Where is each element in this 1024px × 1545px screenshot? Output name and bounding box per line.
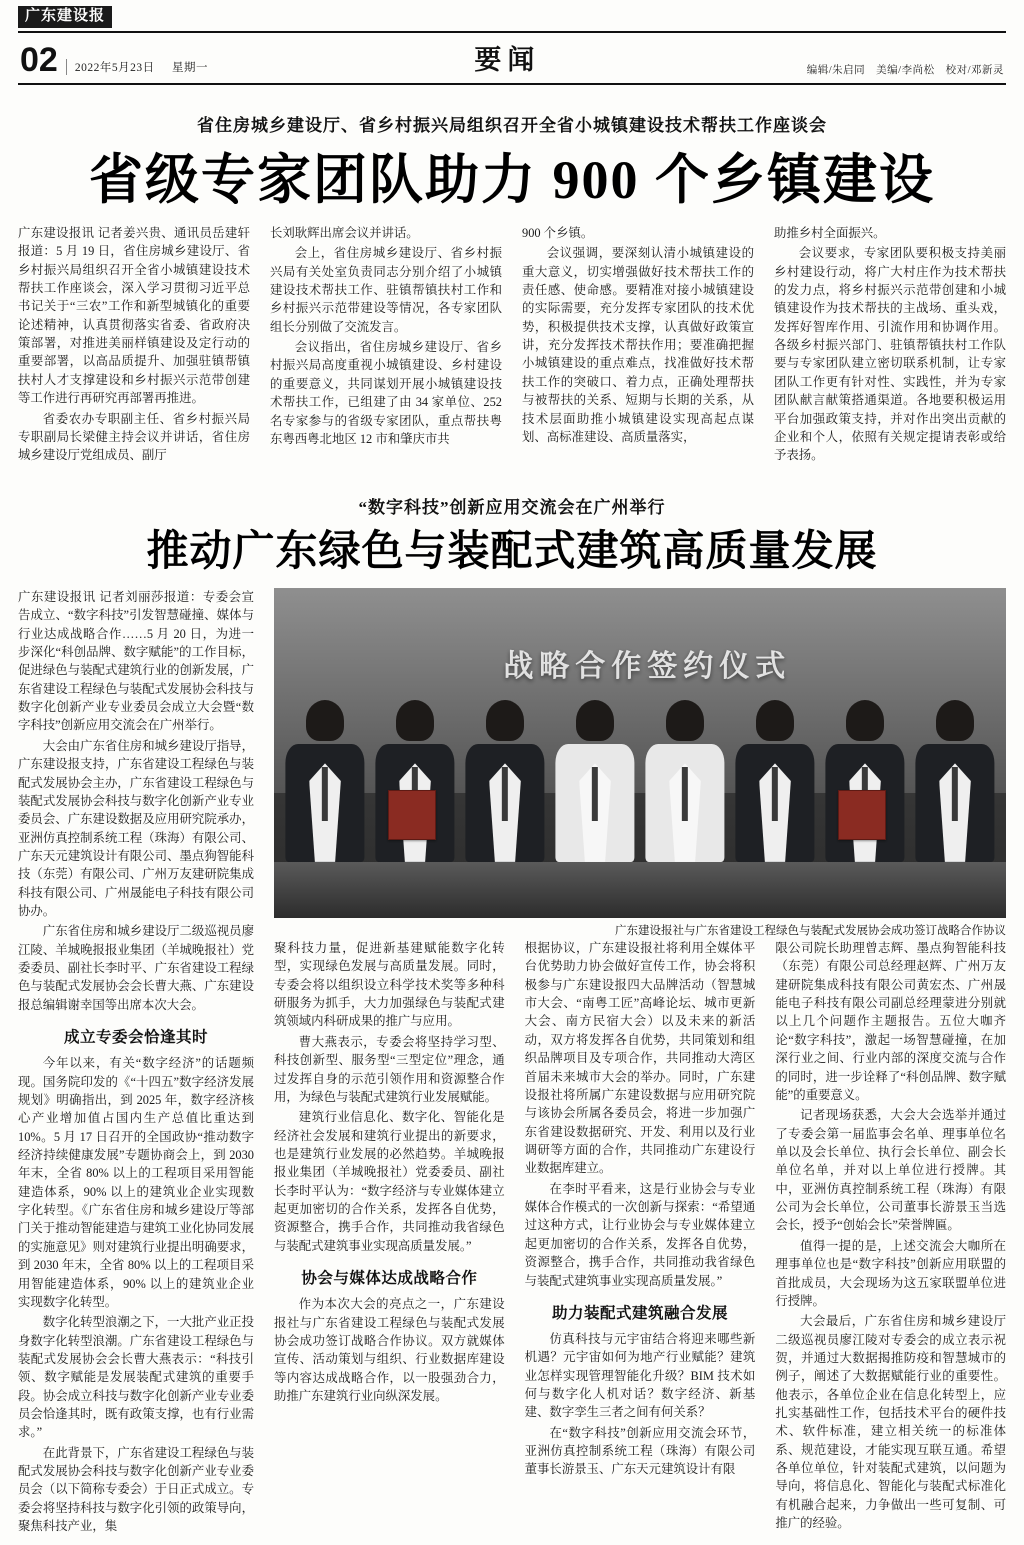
section-title: 要闻 [474, 44, 541, 75]
paragraph: 会议要求，专家团队要积极支持美丽乡村建设行动，将广大村庄作为技术帮扶的发力点，将乡村振兴示范带创建和小城镇建设作为技术帮扶的主战场、重头戏，发挥好智库作用、引流作用和协调作用。各级乡村振兴部门、驻镇帮镇扶村工作队要与专家团队建立密切联系机制，让专家团队工作更有针对性、实践性，并为专家团队献言献策搭通渠道。各地要积极运用平台加强政策支持，并对作出突出贡献的企业和个人，依照有关规定提请表彰或给予表扬。 [774, 246, 1006, 463]
paragraph: 广东建设报讯 记者姜兴贵、通讯员岳建轩报道：5 月 19 日，省住房城乡建设厅、省乡村振兴局组织召开全省小城镇建设技术帮扶工作座谈会，深入学习贯彻习近平总书记关于“三农”工作和新型城镇化的重要论述精神，认真贯彻落实省委、省政府决策部署，对推进美丽样镇建设及定行动的重要部署，以高品质提升、加强驻镇帮镇扶村人才支撑建设和乡村振兴示范带创建等工作进行再研究再部署再推进。 [18, 225, 250, 406]
article2-col-far-right [775, 939, 1006, 1535]
paragraph: 根据协议，广东建设报社将利用全媒体平台优势助力协会做好宣传工作，协会将积极参与广东建设报四大品牌活动（智慧城市大会、“南粤工匠”高峰论坛、城市更新大会、南方民宿大会）以及未来的新活动，双方将发挥各自优势，共同策划和组织品牌项目及专项合作，共同推动大湾区首届未来城市大会的举办。同时，广东建设报社将所属广东建设数据与应用研究院与该协会所属各委员会，将进一步加强广东省建设数据研究、开发、利用以及行业调研等方面的合作，共同推动广东建设行业数据库建立。 [524, 941, 756, 1176]
article2-right-columns [274, 939, 1006, 1535]
article2-col-left [18, 588, 254, 1538]
photo-person [555, 703, 634, 862]
editorial-credits: 编辑/朱启同 美编/李尚松 校对/邓新灵 [806, 64, 1004, 76]
article2-shoulder: “数字科技”创新应用交流会在广州举行 [358, 497, 666, 517]
paragraph: 在此背景下，广东省建设工程绿色与装配式发展协会科技与数字化创新产业专业委员会（以下简称专委会）于日正式成立。专委会将坚持科技与数字化引领的政策导向，聚焦科技产业，集 [18, 1445, 254, 1534]
photo-person [825, 703, 904, 862]
paragraph: 建筑行业信息化、数字化、智能化是经济社会发展和建筑行业提出的新要求，也是建筑行业发展的必然趋势。羊城晚报报业集团（羊城晚报社）党委委员、副社长李时平认为：“数字经济与专业媒体建立起更加密切的合作关系，发挥各自优势，资源整合，携手合作，共同推动我省绿色与装配式建筑事业实现高质量发展。” [274, 1110, 505, 1253]
photo-person [375, 703, 454, 862]
paragraph: 大会最后，广东省住房和城乡建设厅二级巡视员廖江陵对专委会的成立表示祝贺，并通过大数据揭推防疫和智慧城市的例子，阐述了大数据赋能行业的重要性。他表示，各单位企业在信息化转型上，应扎实基础性工作，包括技术平台的硬件技术、软件标准，建立相关统一的标准体系、规范建设，才能实现互联互通。希望各单位单位，针对装配式建筑，以问题为导向，将信息化、智能化与装配式标准化有机融合起来，力争做出一些可复制、可推广的经验。 [775, 1314, 1006, 1531]
masthead [18, 0, 1006, 85]
article1-col-2 [270, 224, 502, 467]
article2-right-block [274, 588, 1006, 1538]
article2-col-right [525, 939, 756, 1535]
paragraph: 限公司院长助理曾志辉、墨点狗智能科技（东莞）有限公司总经理赵辉、广州万友建研院集成科技有限公司黄宏杰、广州晟能电子科技有限公司副总经理蒙进分别就以上几个问题作主题报告。五位大咖齐论“数字科技”，激起一场智慧碰撞，在加深行业之间、行业内部的深度交流与合作的同时，进一步诠释了“科创品牌、数字赋能”的重要意义。 [775, 941, 1006, 1102]
paragraph: 会议强调，要深刻认清小城镇建设的重大意义，切实增强做好技术帮扶工作的责任感、使命感。要精准对接小城镇建设的实际需要，充分发挥专家团队的技术优势，积极提供技术支撑，认真做好政策宣讲，充分发挥技术帮扶作用；要准确把握小城镇建设的重点难点，找准做好技术帮扶工作的突破口、着力点，正确处理帮扶与被帮扶的关系、短期与长期的关系，从技术层面助推小城镇建设实现高起点谋划、高标准建设、高质量落实， [522, 246, 754, 444]
paragraph: 在李时平看来，这是行业协会与专业媒体合作模式的一次创新与探索：“希望通过这种方式，让行业协会与专业媒体建立起更加密切的合作关系，发挥各自优势，资源整合，携手合作，共同推动我省绿色与装配式建筑事业实现高质量发展。” [524, 1181, 756, 1288]
article1-col-3 [522, 224, 754, 467]
paragraph: 记者现场获悉，大会大会选举并通过了专委会第一届监事会名单、理事单位名单以及会长单位、执行会长单位、副会长单位名单，并对以上单位进行授牌。其中，亚洲仿真控制系统工程（珠海）有限公司为会长单位，公司董事长游景玉当选会长，授予“创始会长”荣誉牌匾。 [775, 1108, 1006, 1233]
paragraph: 值得一提的是，上述交流会大咖所在理事单位也是“数字科技”创新应用联盟的首批成员，大会现场为这五家联盟单位进行授牌。 [775, 1238, 1006, 1308]
paragraph: 900 个乡镇。 [522, 225, 594, 240]
article-second-story [18, 493, 1006, 1538]
article2-top-block [18, 588, 1006, 1538]
issue-date [66, 59, 208, 75]
photo-caption: 广东建设报社与广东省建设工程绿色与装配式发展协会成功签订战略合作协议 [615, 924, 1006, 937]
article1-headline: 省级专家团队助力 900 个乡镇建设 [89, 149, 935, 210]
photo-person [645, 703, 724, 862]
article2-headline: 推动广东绿色与装配式建筑高质量发展 [146, 528, 878, 575]
photo-person [735, 703, 814, 862]
photo-people [274, 677, 1006, 862]
article1-col-4 [774, 224, 1006, 467]
article1-columns [18, 224, 1006, 467]
article1-col-1 [18, 224, 250, 467]
photo-person [465, 703, 544, 862]
photo-person [915, 703, 994, 862]
paragraph: 助推乡村全面振兴。 [774, 225, 886, 240]
masthead-left [20, 41, 208, 80]
paragraph: 聚科技力量，促进新基建赋能数字化转型，实现绿色发展与高质量发展。同时，专委会将以组织设立科学技术奖等多种科研服务为抓手，大力加强绿色与装配式建筑领域内科研成果的推广与应用。 [274, 941, 505, 1029]
article-lead-story [18, 111, 1006, 467]
paragraph: 数字化转型浪潮之下，一大批产业正投身数字化转型浪潮。广东省建设工程绿色与装配式发展协会会长曹大燕表示：“科技引领、数字赋能是发展装配式建筑的重要手段。协会成立科技与数字化创新产业专业委员会恰逢其时，既有政策支撑，也有行业需求。” [18, 1315, 254, 1440]
article2-col-mid [274, 939, 505, 1535]
photo-block [274, 588, 1006, 939]
paragraph: 广东省住房和城乡建设厅二级巡视员廖江陵、羊城晚报报业集团（羊城晚报社）党委委员、副社长李时平、广东省建设工程绿色与装配式发展协会会长曹大燕、广东建设报总编辑谢幸国等出席本次大会。 [18, 924, 254, 1012]
paragraph: 在“数字科技”创新应用交流会环节，亚洲仿真控制系统工程（珠海）有限公司董事长游景玉、广东天元建筑设计有限 [524, 1425, 756, 1477]
paragraph: 今年以来，有关“数字经济”的话题频现。国务院印发的《“十四五”数字经济发展规划》明确指出，到 2025 年，数字经济核心产业增加值占国内生产总值比重达到 10%。5 月 17 日召开的全国政协“推动数字经济持续健康发展”专题协商会上，到 2030 年末，全省 80% 以上的工程项目采用智能建造体系，90% 以上的建筑业企业实现数字化转型。《广东省住房和城乡建设厅等部门关于推动智能建造与建筑工业化协同发展的实施意见》则对建筑行业提出明确要求，到 2030 年末，全省 80% 以上的工程项目采用智能建造体系，90% 以上的建筑业企业实现数字化转型。 [18, 1056, 254, 1309]
article2-subhead-2: 协会与媒体达成战略合作 [301, 1270, 478, 1288]
paragraph: 会上，省住房城乡建设厅、省乡村振兴局有关处室负责同志分别介绍了小城镇建设技术帮扶工作、驻镇帮镇扶村工作和乡村振兴示范带建设等情况，各专家团队组长分别做了交流发言。 [270, 246, 502, 334]
date-text: 2022年5月23日 [74, 62, 155, 75]
article1-shoulder: 省住房城乡建设厅、省乡村振兴局组织召开全省小城镇建设技术帮扶工作座谈会 [197, 115, 827, 135]
paragraph: 省委农办专职副主任、省乡村振兴局专职副局长梁健主持会议并讲话，省住房城乡建设厅党组成员、副厅 [18, 411, 250, 463]
paragraph: 长刘耿辉出席会议并讲话。 [270, 225, 419, 240]
signing-ceremony-photo [274, 588, 1006, 918]
photo-stage-floor [274, 862, 1006, 918]
paragraph: 大会由广东省住房和城乡建设厅指导，广东建设报支持，广东省建设工程绿色与装配式发展协会主办，广东省建设工程绿色与装配式发展协会科技与数字化创新产业专业委员会、广东建设数据及应用研究院承办，亚洲仿真控制系统工程（珠海）有限公司、广东天元建筑设计有限公司、墨点狗智能科技（东莞）有限公司、广州万友建研院集成科技有限公司、广州晟能电子科技有限公司协办。 [18, 738, 254, 919]
article2-subhead-3: 助力装配式建筑融合发展 [551, 1304, 728, 1322]
paragraph: 仿真科技与元宇宙结合将迎来哪些新机遇？元宇宙如何为地产行业赋能？建筑业怎样实现管理智能化升级？BIM 技术如何与数字化人机对话？数字经济、新基建、数字孪生三者之间有何关系？ [524, 1331, 756, 1420]
paragraph: 会议指出，省住房城乡建设厅、省乡村振兴局高度重视小城镇建设、乡村建设的重要意义，共同谋划开展小城镇建设技术帮扶工作，已组建了由 34 家单位、252 名专家参与的省级专家团队，重点帮扶粤东粤西粤北地区 12 市和肇庆市共 [270, 340, 502, 446]
photo-person [285, 703, 364, 862]
weekday-text: 星期一 [171, 62, 208, 75]
masthead-row [18, 33, 1006, 85]
paragraph: 曹大燕表示，专委会将坚持学习型、科技创新型、服务型“三型定位”理念，通过发挥自身的示范引领作用和资源整合作用，为绿色与装配式建筑行业发展赋能。 [274, 1034, 505, 1104]
paragraph: 作为本次大会的亮点之一，广东建设报社与广东省建设工程绿色与装配式发展协会成功签订战略合作协议。双方就媒体宣传、活动策划与组织、行业数据库建设等内容达成战略合作，以一股强劲合力，助推广东建筑行业向纵深发展。 [274, 1297, 505, 1403]
article2-subhead-1: 成立专委会恰逢其时 [63, 1029, 208, 1047]
photo-banner-text: 战略合作签约仪式 [503, 649, 792, 683]
page-number: 02 [20, 41, 58, 80]
paragraph: 广东建设报讯 记者刘丽莎报道：专委会宣告成立、“数字科技”引发智慧碰撞、媒体与行业达成战略合作……5 月 20 日，为进一步深化“科创品牌、数字赋能”的工作目标，促进绿色与装配式建筑行业的创新发展，广东省建设工程绿色与装配式发展协会科技与数字化创新产业专业委员会成立大会暨“数字科技”创新应用交流会在广州举行。 [18, 589, 254, 733]
paper-name: 广东建设报 [18, 6, 112, 28]
